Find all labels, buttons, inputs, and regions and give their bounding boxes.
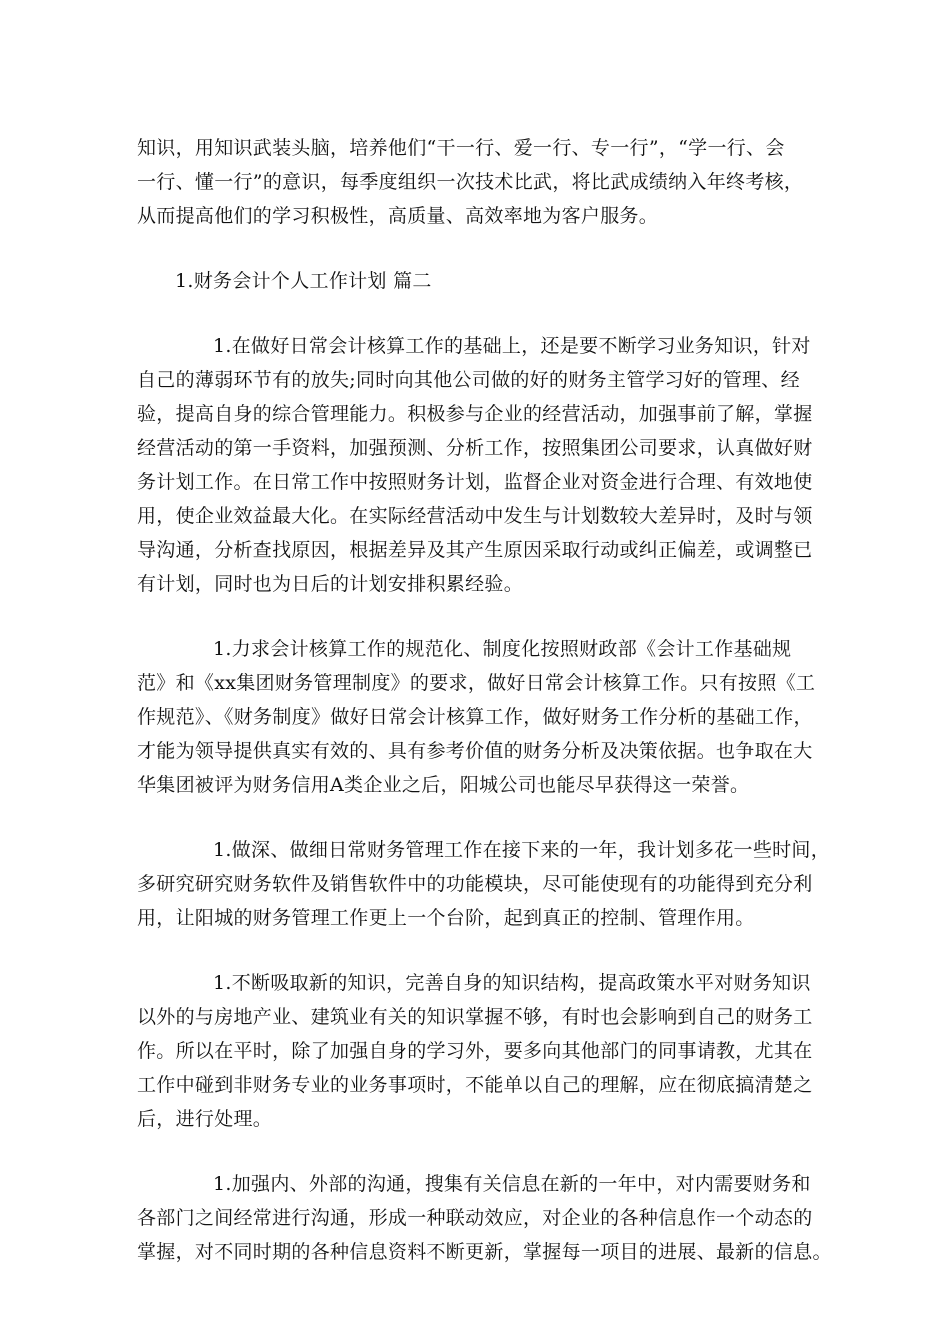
text-line: 掌握，对不同时期的各种信息资料不断更新，掌握每一项目的进展、最新的信息。	[137, 1241, 832, 1263]
text-line: 1.力求会计核算工作的规范化、制度化按照财政部《会计工作基础规	[213, 638, 792, 660]
text-line: 1.不断吸取新的知识，完善自身的知识结构，提高政策水平对财务知识	[213, 972, 811, 994]
text-line: 1.在做好日常会计核算工作的基础上，还是要不断学习业务知识，针对	[213, 335, 811, 357]
paragraph-5	[137, 1167, 832, 1269]
text-line: 作规范》、《财务制度》做好日常会计核算工作，做好财务工作分析的基础工作，	[137, 706, 813, 728]
text-line: 经营活动的第一手资料，加强预测、分析工作，按照集团公司要求，认真做好财	[137, 437, 813, 459]
document-body	[137, 131, 832, 1300]
paragraph-2	[137, 632, 823, 802]
text-line: 导沟通，分析查找原因，根据差异及其产生原因采取行动或纠正偏差，或调整已	[137, 539, 813, 561]
text-line: 自己的薄弱环节有的放失;同时向其他公司做的好的财务主管学习好的管理、经	[137, 369, 800, 391]
text-line: 从而提高他们的学习积极性，高质量、高效率地为客户服务。	[137, 205, 659, 227]
text-line: 以外的与房地产业、建筑业有关的知识掌握不够，有时也会影响到自己的财务工	[137, 1006, 813, 1028]
text-line: 范》和《xx集团财务管理制度》的要求，做好日常会计核算工作。只有按照《工	[137, 672, 816, 694]
text-line: 多研究研究财务软件及销售软件中的功能模块，尽可能使现有的功能得到充分利	[137, 873, 813, 895]
text-line: 1.做深、做细日常财务管理工作在接下来的一年，我计划多花一些时间，	[213, 839, 831, 861]
text-line: 一行、懂一行”的意识，每季度组织一次技术比武，将比武成绩纳入年终考核，	[137, 171, 804, 193]
text-line: 务计划工作。在日常工作中按照财务计划，监督企业对资金进行合理、有效地使	[137, 471, 813, 493]
text-line: 工作中碰到非财务专业的业务事项时，不能单以自己的理解，应在彻底搞清楚之	[137, 1074, 813, 1096]
text-line: 华集团被评为财务信用A类企业之后，阳城公司也能尽早获得这一荣誉。	[137, 774, 750, 796]
text-line: 各部门之间经常进行沟通，形成一种联动效应，对企业的各种信息作一个动态的	[137, 1207, 813, 1229]
intro-paragraph	[137, 131, 823, 233]
text-line: 验，提高自身的综合管理能力。积极参与企业的经营活动，加强事前了解，掌握	[137, 403, 813, 425]
section-heading: 1.财务会计个人工作计划 篇二	[175, 270, 432, 292]
text-line: 有计划，同时也为日后的计划安排积累经验。	[137, 573, 524, 595]
text-line: 知识，用知识武装头脑，培养他们“干一行、爱一行、专一行”，“学一行、会	[137, 137, 785, 159]
paragraph-1	[137, 329, 823, 601]
text-line: 1.加强内、外部的沟通，搜集有关信息在新的一年中，对内需要财务和	[213, 1173, 811, 1195]
paragraph-3	[137, 833, 831, 935]
text-line: 用，使企业效益最大化。在实际经营活动中发生与计划数较大差异时，及时与领	[137, 505, 813, 527]
text-line: 作。所以在平时，除了加强自身的学习外，要多向其他部门的同事请教，尤其在	[137, 1040, 813, 1062]
text-line: 才能为领导提供真实有效的、具有参考价值的财务分析及决策依据。也争取在大	[137, 740, 813, 762]
paragraph-4	[137, 966, 823, 1136]
text-line: 后，进行处理。	[137, 1108, 273, 1130]
text-line: 用，让阳城的财务管理工作更上一个台阶，起到真正的控制、管理作用。	[137, 907, 755, 929]
